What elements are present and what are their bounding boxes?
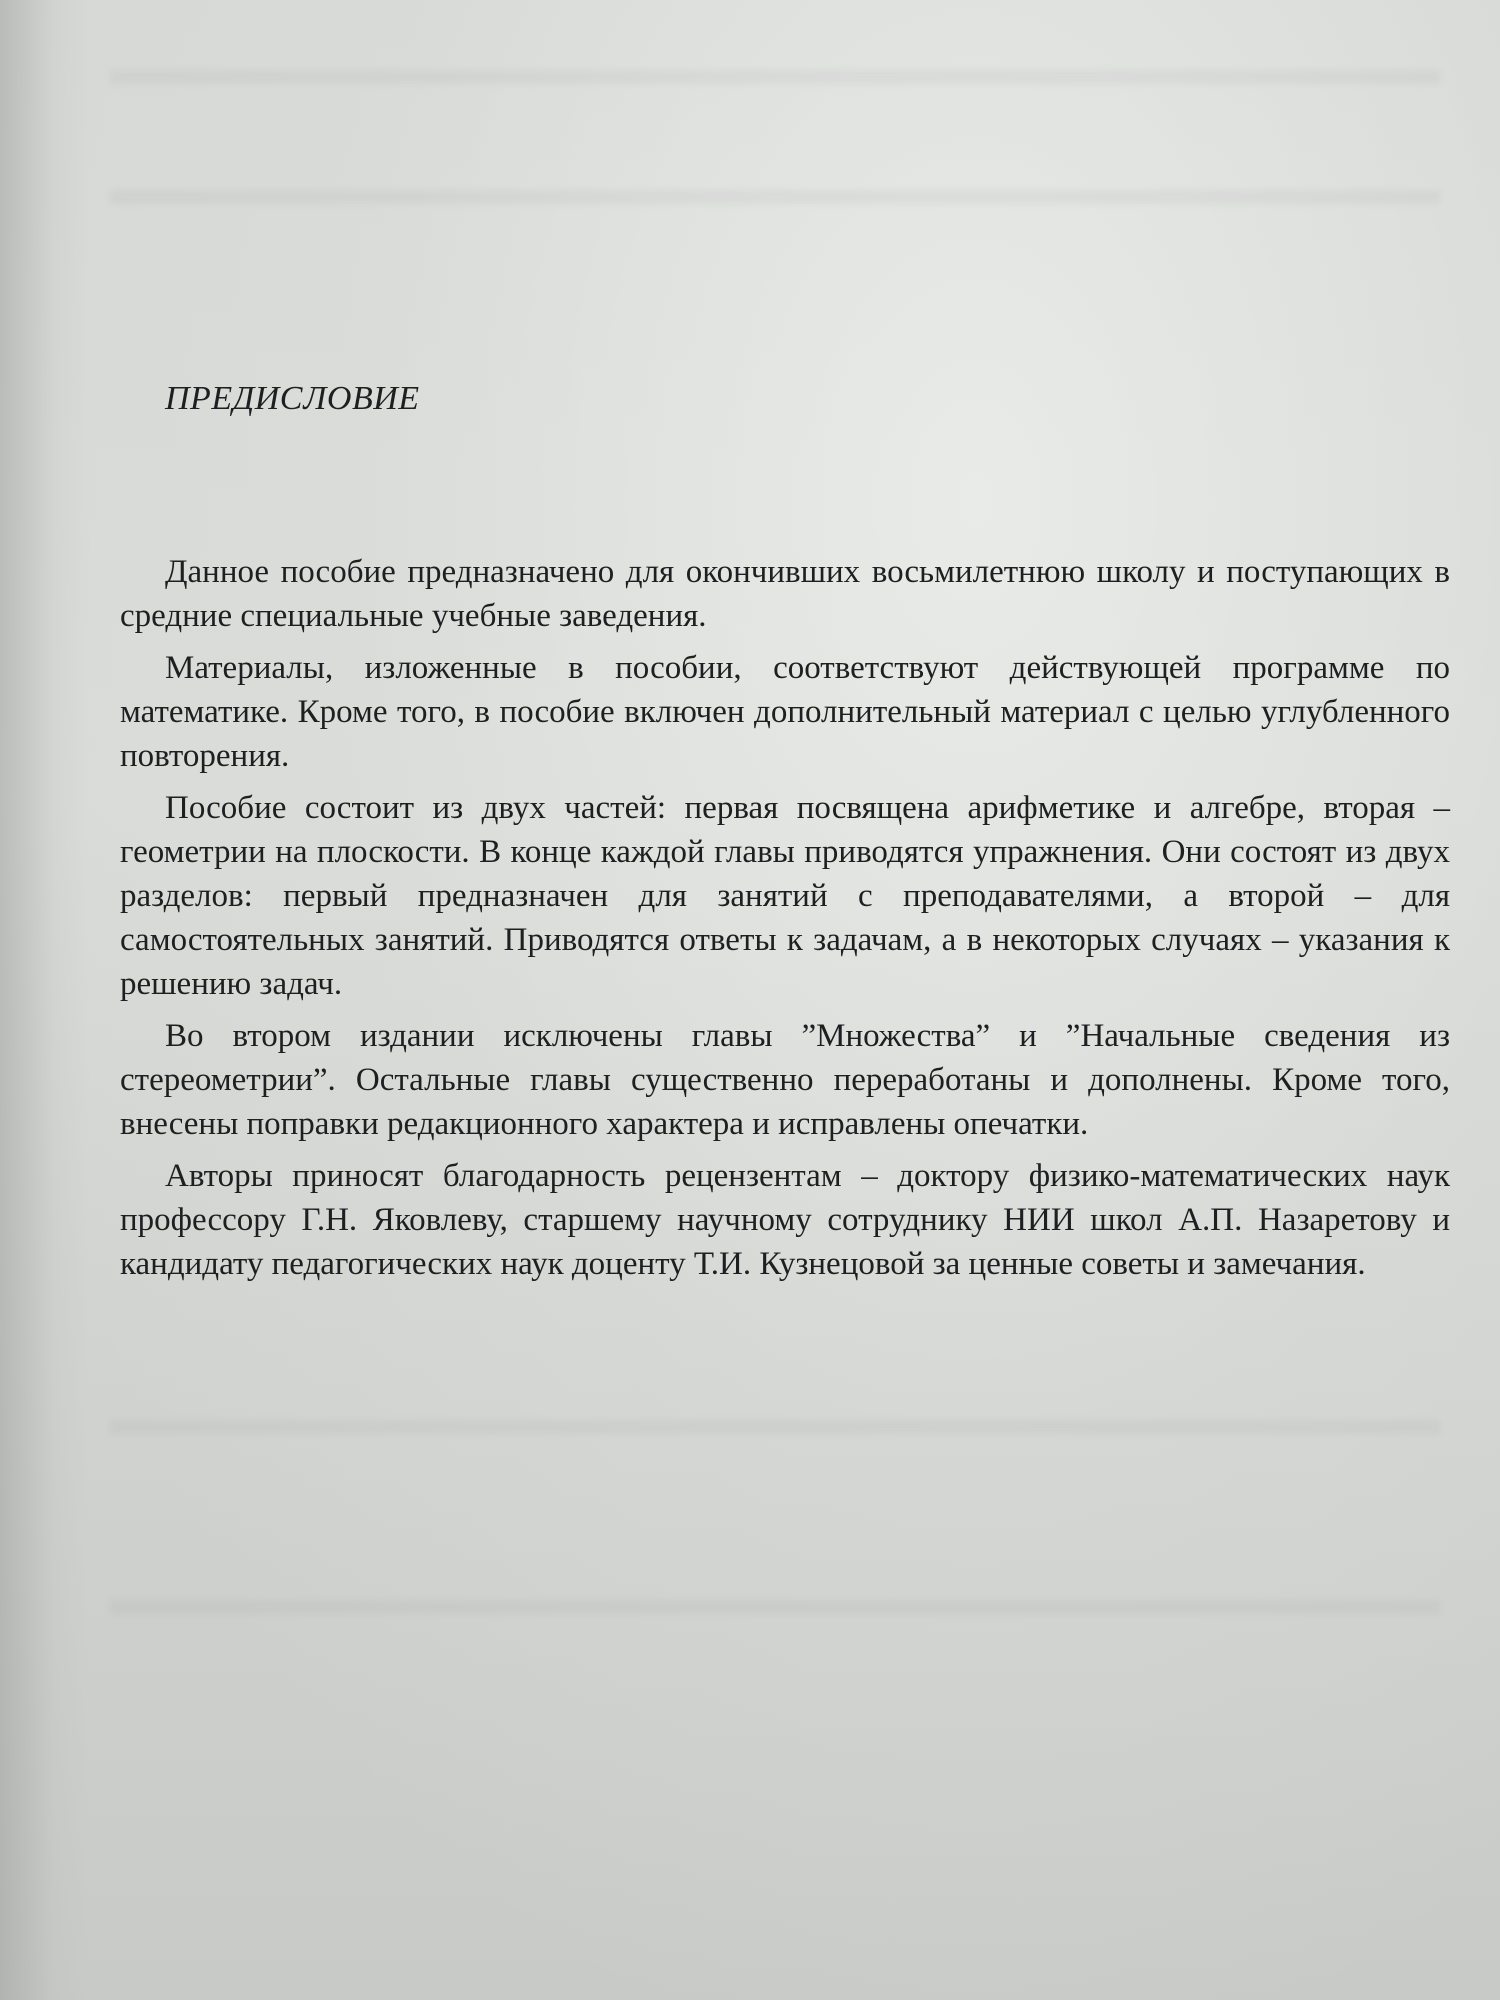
bleed-through-line <box>110 1420 1440 1434</box>
paragraph-5: Авторы приносят благодарность рецензентам – доктору физико-математических наук профессору Г.Н. Яковлеву, старшему научному сотруднику НИИ школ А.П. Назаретову и кандидату педагогических наук доценту Т.И. Кузнецовой за ценные советы и замечания. <box>120 1158 1450 1282</box>
paragraph-2: Материалы, изложенные в пособии, соответствуют действующей программе по математике. Кроме того, в пособие включен дополнительный материал с целью углубленного повторения. <box>120 650 1450 774</box>
preface-heading: ПРЕДИСЛОВИЕ <box>165 380 420 417</box>
paragraph-1: Данное пособие предназначено для окончивших восьмилетнюю школу и поступающих в средние специальные учебные заведения. <box>120 554 1450 634</box>
preface-text <box>120 380 1450 1294</box>
bleed-through-line <box>110 1600 1440 1614</box>
page-gutter-shadow <box>0 0 90 2000</box>
bleed-through-line <box>110 190 1440 204</box>
paragraph-3: Пособие состоит из двух частей: первая посвящена арифметике и алгебре, вторая – геометрии на плоскости. В конце каждой главы приводятся упражнения. Они состоят из двух разделов: первый предназначен для занятий с преподавателями, а второй – для самостоятельных занятий. Приводятся ответы к задачам, а в некоторых случаях – указания к решению задач. <box>120 790 1450 1002</box>
paragraph-4: Во втором издании исключены главы ”Множества” и ”Начальные сведения из стереометрии”. Остальные главы существенно переработаны и дополнены. Кроме того, внесены поправки редакционного характера и исправлены опечатки. <box>120 1018 1450 1142</box>
bleed-through-line <box>110 70 1440 84</box>
